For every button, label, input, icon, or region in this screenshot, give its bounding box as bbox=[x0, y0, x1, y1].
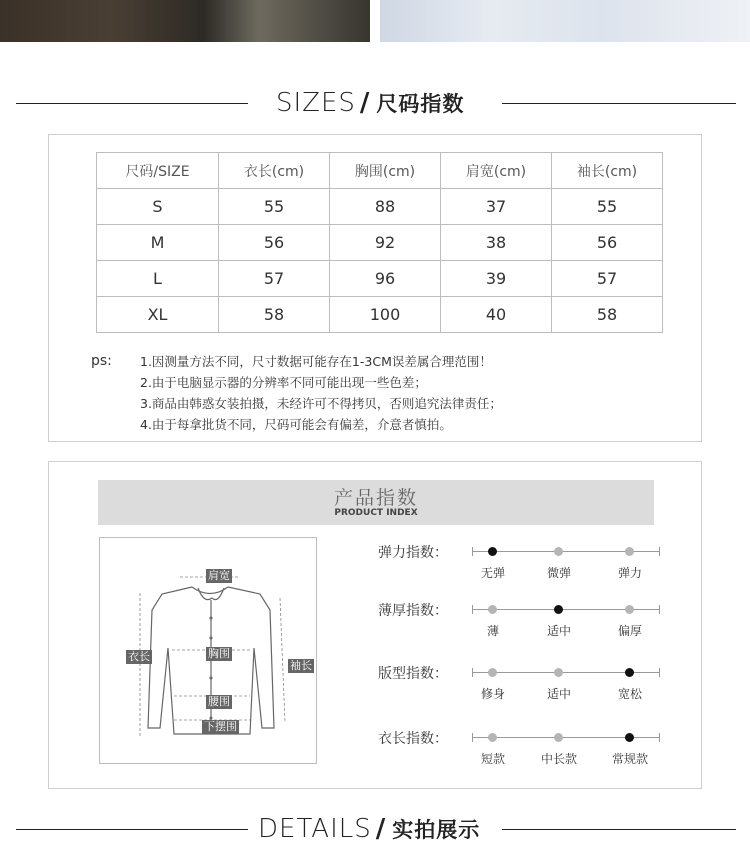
table-cell: 37 bbox=[441, 189, 552, 225]
sizes-heading-zh: 尺码指数 bbox=[376, 92, 465, 116]
scale-dot bbox=[488, 733, 497, 742]
option-label: 薄 bbox=[486, 624, 499, 638]
table-cell: L bbox=[97, 261, 219, 297]
option-label: 偏厚 bbox=[617, 624, 642, 638]
scale-dot bbox=[625, 547, 634, 556]
header-cell: 胸围(cm) bbox=[330, 153, 441, 189]
scale-dot bbox=[554, 733, 563, 742]
table-cell: M bbox=[97, 225, 219, 261]
notes-list bbox=[140, 351, 502, 435]
details-heading-rule-left bbox=[16, 829, 248, 830]
details-heading-en: DETAILS bbox=[258, 814, 372, 844]
index-label: 衣长指数： bbox=[378, 731, 448, 747]
scale-dot bbox=[554, 547, 563, 556]
table-cell: 88 bbox=[330, 189, 441, 225]
header-cell: 袖长(cm) bbox=[552, 153, 663, 189]
table-cell: 40 bbox=[441, 297, 552, 333]
index-row-length bbox=[378, 730, 678, 770]
details-heading-rule-right bbox=[502, 829, 736, 830]
note-item: 4.由于每拿批货不同，尺码可能会有偏差，介意者慎拍。 bbox=[140, 417, 452, 432]
table-cell: 56 bbox=[552, 225, 663, 261]
table-cell: 58 bbox=[219, 297, 330, 333]
index-label: 薄厚指数： bbox=[378, 603, 448, 619]
table-cell: 39 bbox=[441, 261, 552, 297]
scale-dot bbox=[625, 668, 634, 677]
length-label: 衣长 bbox=[128, 650, 150, 663]
table-cell: 92 bbox=[330, 225, 441, 261]
scale-tick bbox=[472, 668, 473, 677]
table-cell: 58 bbox=[552, 297, 663, 333]
table-cell: 57 bbox=[219, 261, 330, 297]
sizes-heading-rule-left bbox=[16, 103, 248, 104]
note-item: 1.因测量方法不同，尺寸数据可能存在1-3CM误差属合理范围！ bbox=[140, 354, 492, 369]
product-photo-right bbox=[380, 0, 750, 42]
hem-label: 下摆围 bbox=[204, 720, 237, 733]
option-label: 弹力 bbox=[617, 566, 642, 580]
option-label: 中长款 bbox=[540, 752, 577, 766]
scale-dot bbox=[625, 733, 634, 742]
option-label: 适中 bbox=[546, 624, 571, 638]
table-cell: 38 bbox=[441, 225, 552, 261]
scale-dot bbox=[554, 605, 563, 614]
index-label: 弹力指数： bbox=[378, 545, 448, 561]
table-row bbox=[97, 297, 663, 333]
option-label: 短款 bbox=[480, 752, 505, 766]
table-row bbox=[97, 189, 663, 225]
scale-tick bbox=[659, 605, 660, 614]
index-label: 版型指数： bbox=[378, 666, 448, 682]
sleeve-label: 袖长 bbox=[290, 659, 312, 672]
note-item: 2.由于电脑显示器的分辨率不同可能出现一些色差； bbox=[140, 375, 427, 390]
table-cell: 57 bbox=[552, 261, 663, 297]
table-row bbox=[97, 225, 663, 261]
chest-label: 胸围 bbox=[208, 647, 230, 660]
header-cell: 肩宽(cm) bbox=[441, 153, 552, 189]
product-index-panel bbox=[48, 461, 702, 789]
option-label: 微弹 bbox=[546, 566, 571, 580]
scale-dot bbox=[488, 605, 497, 614]
sizes-heading-rule-right bbox=[502, 103, 736, 104]
scale-tick bbox=[472, 605, 473, 614]
details-heading: DETAILS / 实拍展示 bbox=[258, 814, 481, 844]
scale-tick bbox=[659, 547, 660, 556]
option-label: 宽松 bbox=[617, 687, 642, 701]
table-cell: 100 bbox=[330, 297, 441, 333]
size-chart-panel bbox=[48, 134, 702, 442]
table-cell: 96 bbox=[330, 261, 441, 297]
table-cell: 55 bbox=[552, 189, 663, 225]
option-label: 常规款 bbox=[611, 752, 648, 766]
scale-dot bbox=[554, 668, 563, 677]
scale-tick bbox=[659, 668, 660, 677]
size-table bbox=[96, 152, 663, 333]
sizes-heading: SIZES / 尺码指数 bbox=[276, 88, 465, 118]
option-label: 修身 bbox=[480, 687, 505, 701]
product-photo-left bbox=[0, 0, 370, 42]
header-cell: 尺码/SIZE bbox=[97, 153, 219, 189]
index-row-elasticity bbox=[378, 544, 678, 584]
sizes-heading-en: SIZES bbox=[276, 88, 356, 118]
product-index-title-en: PRODUCT INDEX bbox=[334, 508, 418, 518]
note-item: 3.商品由韩惑女装拍摄，未经许可不得拷贝，否则追究法律责任； bbox=[140, 396, 502, 411]
product-index-title-zh: 产品指数 bbox=[333, 487, 418, 509]
index-row-thickness bbox=[378, 602, 678, 642]
scale-tick bbox=[659, 733, 660, 742]
size-table-header bbox=[97, 153, 663, 189]
table-cell: 55 bbox=[219, 189, 330, 225]
details-heading-zh: 实拍展示 bbox=[392, 818, 481, 842]
index-row-fit bbox=[378, 665, 678, 705]
measurement-diagram bbox=[99, 537, 317, 764]
shoulder-label: 肩宽 bbox=[208, 569, 230, 582]
scale-dot bbox=[488, 668, 497, 677]
option-label: 适中 bbox=[546, 687, 571, 701]
table-cell: XL bbox=[97, 297, 219, 333]
header-cell: 衣长(cm) bbox=[219, 153, 330, 189]
table-row bbox=[97, 261, 663, 297]
option-label: 无弹 bbox=[480, 566, 505, 580]
table-cell: 56 bbox=[219, 225, 330, 261]
scale-tick bbox=[472, 547, 473, 556]
scale-dot bbox=[625, 605, 634, 614]
table-cell: S bbox=[97, 189, 219, 225]
notes-label: ps: bbox=[91, 353, 112, 369]
scale-tick bbox=[472, 733, 473, 742]
waist-label: 腰围 bbox=[208, 695, 230, 708]
scale-dot bbox=[488, 547, 497, 556]
product-index-title-bar bbox=[98, 480, 654, 525]
